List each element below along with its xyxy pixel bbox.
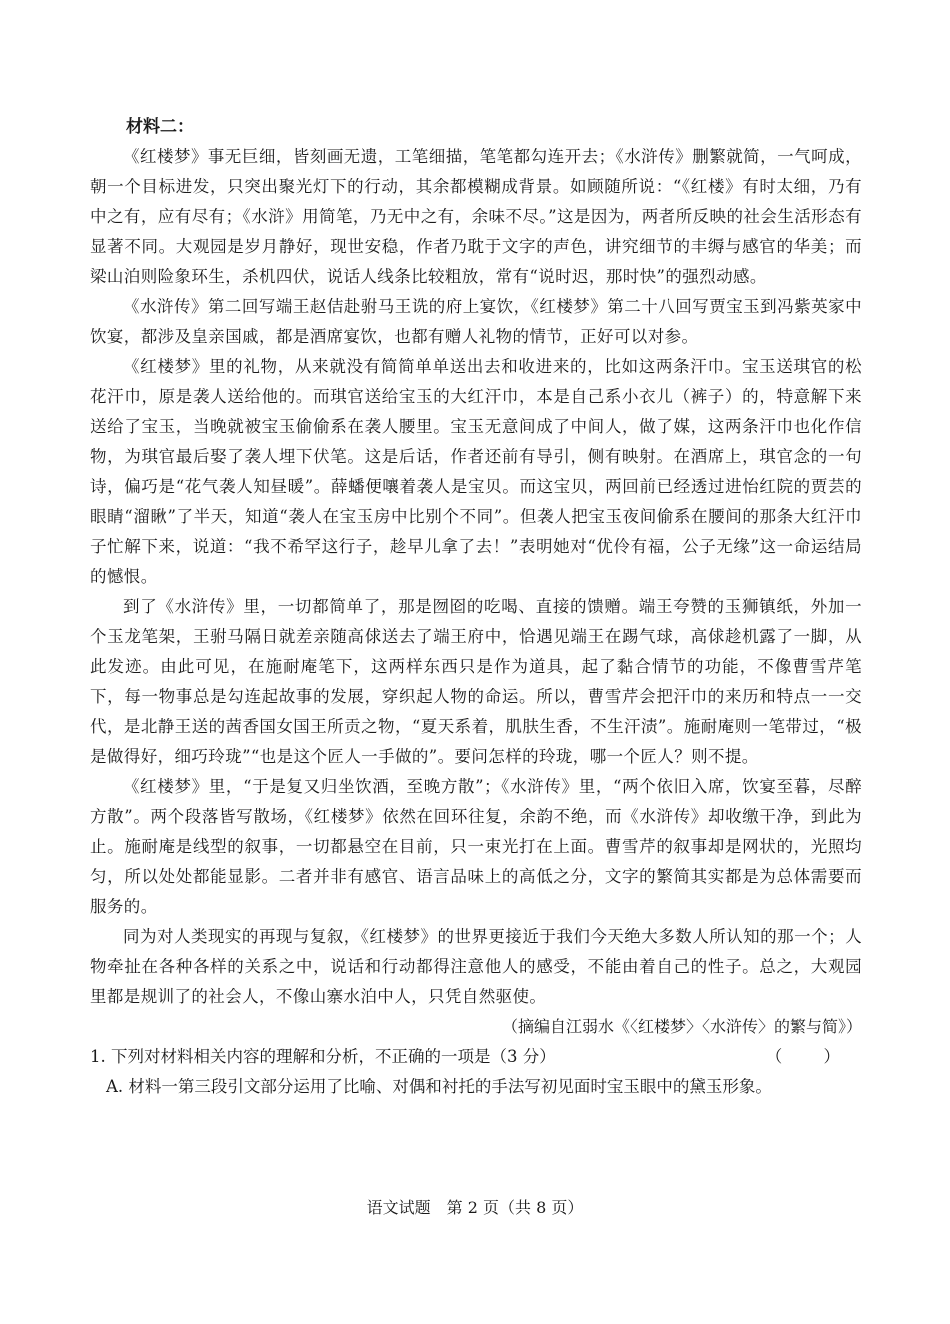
question-1-text: 1. 下列对材料相关内容的理解和分析，不正确的一项是（3 分）: [90, 1047, 556, 1066]
material-heading: 材料二：: [126, 117, 194, 137]
paragraph-2: 《水浒传》第二回写端王赵佶赴驸马王诜的府上宴饮，《红楼梦》第二十八回写贾宝玉到冯紫英家中饮宴，都涉及皇亲国戚，都是酒席宴饮，也都有赠人礼物的情节，正好可以对参。: [90, 297, 862, 346]
question-1: [90, 1042, 862, 1072]
page-body: [90, 112, 862, 1102]
source-note: （摘编自江弱水《〈红楼梦〉〈水浒传〉的繁与简》）: [501, 1017, 862, 1036]
paragraph-3: 《红楼梦》里的礼物，从来就没有简简单单送出去和收进来的，比如这两条汗巾。宝玉送琪官的松花汗巾，原是袭人送给他的。而琪官送给宝玉的大红汗巾，本是自己系小衣儿（裤子）的，特意解下来送给了宝玉，当晚就被宝玉偷偷系在袭人腰里。宝玉无意间成了中间人，做了媒，这两条汗巾也化作信物，为琪官最后娶了袭人埋下伏笔。这是后话，作者还前有导引，侧有映射。在酒席上，琪官念的一句诗，偏巧是“花气袭人知昼暖”。薛蟠便嚷着袭人是宝贝。而这宝贝，两回前已经透过进怡红院的贾芸的眼睛“溜瞅”了半天，知道“袭人在宝玉房中比别个不同”。但袭人把宝玉夜间偷系在腰间的那条大红汗巾子忙解下来，说道：“我不希罕这行子，趁早儿拿了去！”表明她对“优伶有福，公子无缘”这一命运结局的憾恨。: [90, 357, 862, 586]
paragraph-4: 到了《水浒传》里，一切都简单了，那是囫囵的吃喝、直接的馈赠。端王夸赞的玉狮镇纸，外加一个玉龙笔架，王驸马隔日就差亲随高俅送去了端王府中，恰遇见端王在踢气球，高俅趁机露了一脚，从此发迹。由此可见，在施耐庵笔下，这两样东西只是作为道具，起了黏合情节的功能，不像曹雪芹笔下，每一物事总是勾连起故事的发展，穿织起人物的命运。所以，曹雪芹会把汗巾的来历和特点一一交代，是北静王送的茜香国女国王所贡之物，“夏天系着，肌肤生香，不生汗渍”。施耐庵则一笔带过，“极是做得好，细巧玲珑”“也是这个匠人一手做的”。要问怎样的玲珑，哪一个匠人？则不提。: [90, 597, 862, 766]
paragraph-5: 《红楼梦》里，“于是复又归坐饮酒，至晚方散”；《水浒传》里，“两个依旧入席，饮宴至暮，尽醉方散”。两个段落皆写散场，《红楼梦》依然在回环往复，余韵不绝，而《水浒传》却收缴干净，到此为止。施耐庵是线型的叙事，一切都悬空在目前，只一束光打在上面。曹雪芹的叙事却是网状的，光照均匀，所以处处都能显影。二者并非有感官、语言品味上的高低之分，文字的繁简其实都是为总体需要而服务的。: [90, 777, 862, 916]
paragraph-1: 《红楼梦》事无巨细，皆刻画无遗，工笔细描，笔笔都勾连开去；《水浒传》删繁就简，一气呵成，朝一个目标进发，只突出聚光灯下的行动，其余都模糊成背景。如顾随所说：“《红楼》有时太细，乃有中之有，应有尽有；《水浒》用简笔，乃无中之有，余味不尽。”这是因为，两者所反映的社会生活形态有显著不同。大观园是岁月静好，现世安稳，作者乃耽于文字的声色，讲究细节的丰缛与感官的华美；而梁山泊则险象环生，杀机四伏，说话人线条比较粗放，常有“说时迟，那时快”的强烈动感。: [90, 147, 862, 286]
answer-bracket: （ ）: [765, 1047, 858, 1066]
option-a: A. 材料一第三段引文部分运用了比喻、对偶和衬托的手法写初见面时宝玉眼中的黛玉形象。: [106, 1077, 772, 1096]
paragraph-6: 同为对人类现实的再现与复叙，《红楼梦》的世界更接近于我们今天绝大多数人所认知的那一个；人物牵扯在各种各样的关系之中，说话和行动都得注意他人的感受，不能由着自己的性子。总之，大观园里都是规训了的社会人，不像山寨水泊中人，只凭自然驱使。: [90, 927, 862, 1006]
page-footer: 语文试题 第 2 页（共 8 页）: [366, 1198, 584, 1217]
